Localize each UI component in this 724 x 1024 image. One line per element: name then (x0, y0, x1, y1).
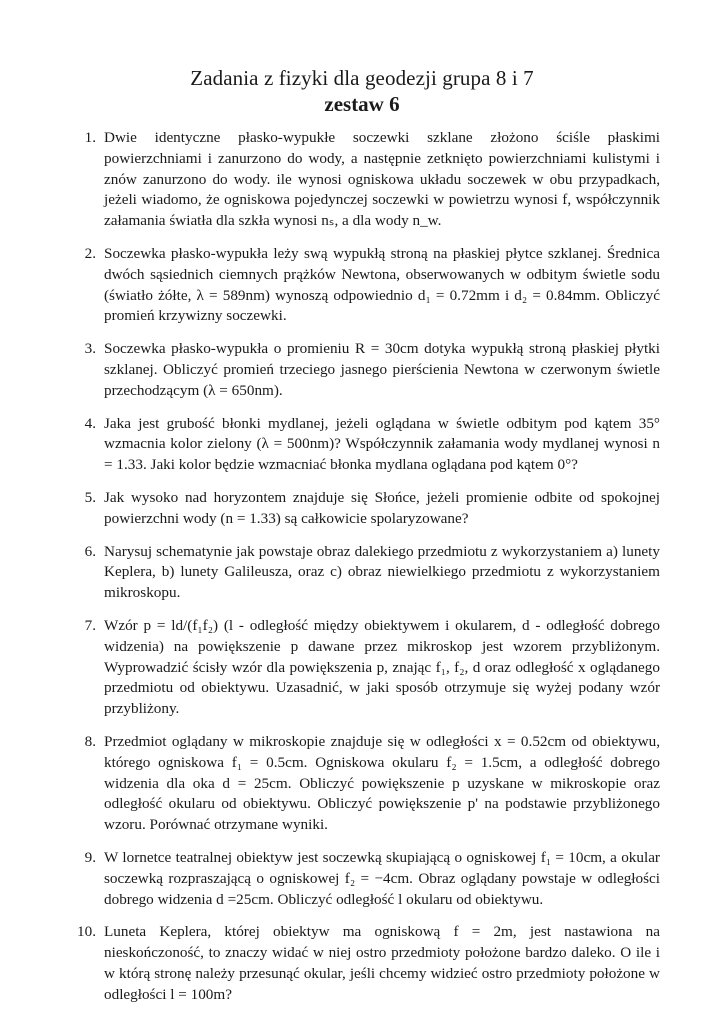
problem-number: 2. (84, 244, 96, 262)
problem-number: 7. (84, 616, 96, 634)
problem-item (74, 848, 660, 910)
problem-item (74, 922, 660, 1005)
problem-number: 6. (84, 542, 96, 560)
problem-text: Narysuj schematynie jak powstaje obraz dalekiego przedmiotu z wykorzystaniem a) lunety Keplera, b) lunety Galileusza, oraz c) obraz niewielkiego przedmiotu z wykorzystaniem mikroskopu. (104, 542, 660, 602)
problem-text: Soczewka płasko-wypukła leży swą wypukłą stroną na płaskiej płytce szklanej. Średnica dwóch sąsiednich ciemnych prążków Newtona, obserwowanych w odbitym świetle sodu (światło żółte, λ = 589nm) wynoszą odpowiednio d₁ = 0.72mm i d₂ = 0.84mm. Obliczyć promień krzywizny soczewki. (104, 244, 660, 325)
problem-item (74, 488, 660, 530)
problem-number: 9. (84, 848, 96, 866)
problem-text: Soczewka płasko-wypukła o promieniu R = 30cm dotyka wypukłą stroną płaskiej płytki szklanej. Obliczyć promień trzeciego jasnego pierścienia Newtona w czerwonym świetle przechodzącym (λ = 650nm). (104, 340, 660, 399)
problem-item (74, 244, 660, 327)
problem-text: Jaka jest grubość błonki mydlanej, jeżeli oglądana w świetle odbitym pod kątem 35° wzmacnia kolor zielony (λ = 500nm)? Współczynnik załamania wody mydlanej wynosi n = 1.33. Jaki kolor będzie wzmacniać błonka mydlana oglądana pod kątem 0°? (104, 414, 660, 474)
problem-item (74, 542, 660, 604)
problem-item (74, 616, 660, 720)
problem-item (74, 732, 660, 836)
problem-text: Jak wysoko nad horyzontem znajduje się Słońce, jeżeli promienie odbite od spokojnej powierzchni wody (n = 1.33) są całkowicie spolaryzowane? (104, 488, 660, 527)
document-title: Zadania z fizyki dla geodezji grupa 8 i 7 (190, 66, 534, 90)
problem-text: W lornetce teatralnej obiektyw jest soczewką skupiającą o ogniskowej f₁ = 10cm, a okular soczewką rozpraszającą o ogniskowej f₂ = −4cm. Obraz oglądany powstaje w odległości dobrego widzenia d =25cm. Obliczyć odległość l okularu od obiektywu. (104, 848, 660, 908)
problem-number: 4. (84, 414, 96, 432)
problem-text: Dwie identyczne płasko-wypukłe soczewki szklane złożono ściśle płaskimi powierzchniami i zanurzono do wody, a następnie zetknięto powierzchniami kulistymi i znów zanurzono do wody. ile wynosi ogniskowa układu soczewek w obu przypadkach, jeżeli wiadomo, że ogniskowa pojedynczej soczewki w powietrzu wynosi f, współczynnik załamania światła dla szkła wynosi nₛ, a dla wody n_w. (104, 129, 660, 230)
problem-number: 8. (84, 732, 96, 750)
problem-number: 3. (84, 340, 96, 358)
problem-text: Luneta Keplera, której obiektyw ma ogniskową f = 2m, jest nastawiona na nieskończoność, to znaczy widać w niej ostro przedmioty położone bardzo daleko. O ile i w którą stronę należy przesunąć okular, jeśli chcemy widzieć ostro przedmioty położone w odległości l = 100m? (104, 923, 660, 1003)
problem-item (74, 128, 660, 232)
problem-text: Wzór p = ld/(f₁f₂) (l - odległość między obiektywem i okularem, d - odległość dobrego widzenia) na powiększenie p dawane przez mikroskop jest wzorem przybliżonym. Wyprowadzić ścisły wzór dla powiększenia p, znając f₁, f₂, d oraz odległość x oglądanego przedmiotu od obiektywu. Uzasadnić, w jaki sposób otrzymuje się wyżej podany wzór przybliżony. (104, 616, 660, 718)
problem-number: 1. (84, 129, 96, 146)
problem-number: 10. (77, 923, 96, 941)
problem-text: Przedmiot oglądany w mikroskopie znajduje się w odległości x = 0.52cm od obiektywu, którego ogniskowa f₁ = 0.5cm. Ogniskowa okularu f₂ = 1.5cm, a odległość dobrego widzenia dla oka d = 25cm. Obliczyć powiększenie p uzyskane w mikroskopie oraz odległość okularu od obiektywu. Obliczyć powiększenie p' na podstawie przybliżonego wzoru. Porównać otrzymane wyniki. (104, 732, 660, 834)
problem-item (74, 414, 660, 476)
document-subtitle: zestaw 6 (324, 92, 400, 116)
problem-number: 5. (84, 488, 96, 506)
problem-item (74, 339, 660, 401)
problem-list (74, 128, 660, 1017)
